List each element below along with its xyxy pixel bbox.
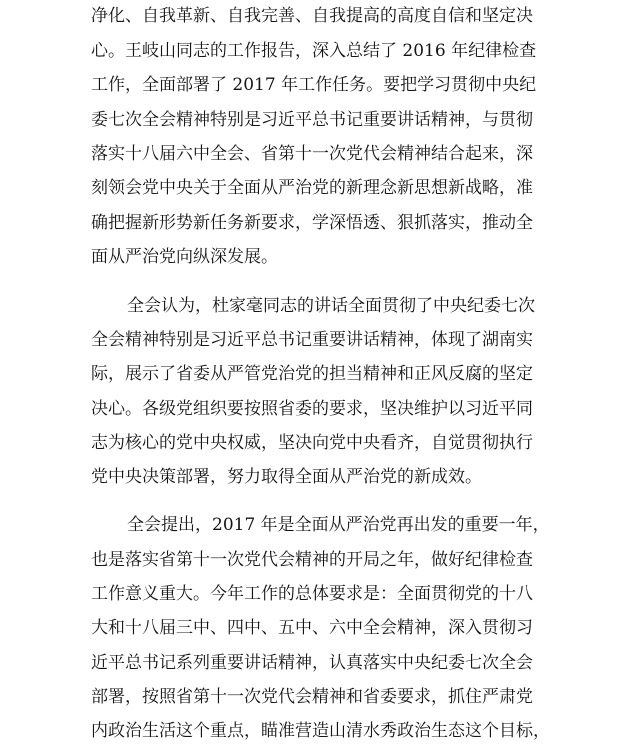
text-line: 也是落实省第十一次党代会精神的开局之年，做好纪律检查 [91, 550, 533, 570]
text-line: 决心。各级党组织要按照省委的要求，坚决维护以习近平同 [91, 399, 533, 419]
text-line: 志为核心的党中央权威，坚决向党中央看齐，自觉贯彻执行 [91, 433, 533, 453]
text-line: 刻领会党中央关于全面从严治党的新理念新思想新战略，准 [91, 178, 533, 198]
text-line: 工作，全面部署了 2017 年工作任务。要把学习贯彻中央纪 [91, 75, 537, 95]
text-line: 确把握新形势新任务新要求，学深悟透、狠抓落实，推动全 [91, 213, 533, 233]
text-line: 工作意义重大。今年工作的总体要求是：全面贯彻党的十八 [91, 584, 533, 604]
text-line: 际，展示了省委从严管党治党的担当精神和正风反腐的坚定 [91, 364, 533, 384]
text-line: 落实十八届六中全会、省第十一次党代会精神结合起来，深 [91, 144, 533, 164]
text-line: 委七次全会精神特别是习近平总书记重要讲话精神，与贯彻 [91, 110, 533, 130]
text-line: 部署，按照省第十一次党代会精神和省委要求，抓住严肃党 [91, 687, 533, 707]
text-line: 全会认为，杜家毫同志的讲话全面贯彻了中央纪委七次 [127, 296, 535, 316]
text-line: 近平总书记系列重要讲话精神，认真落实中央纪委七次全会 [91, 653, 533, 673]
text-line: 党中央决策部署，努力取得全面从严治党的新成效。 [91, 467, 482, 487]
document-page [91, 0, 550, 741]
text-line: 净化、自我革新、自我完善、自我提高的高度自信和坚定决 [91, 6, 533, 26]
text-line: 内政治生活这个重点，瞄准营造山清水秀政治生态这个目标， [91, 721, 550, 741]
text-line: 大和十八届三中、四中、五中、六中全会精神，深入贯彻习 [91, 618, 533, 638]
text-line: 全会提出，2017 年是全面从严治党再出发的重要一年， [127, 515, 550, 535]
text-line: 心。王岐山同志的工作报告，深入总结了 2016 年纪律检查 [91, 41, 537, 61]
text-line: 面从严治党向纵深发展。 [91, 247, 278, 267]
text-line: 全会精神特别是习近平总书记重要讲话精神，体现了湖南实 [91, 330, 533, 350]
